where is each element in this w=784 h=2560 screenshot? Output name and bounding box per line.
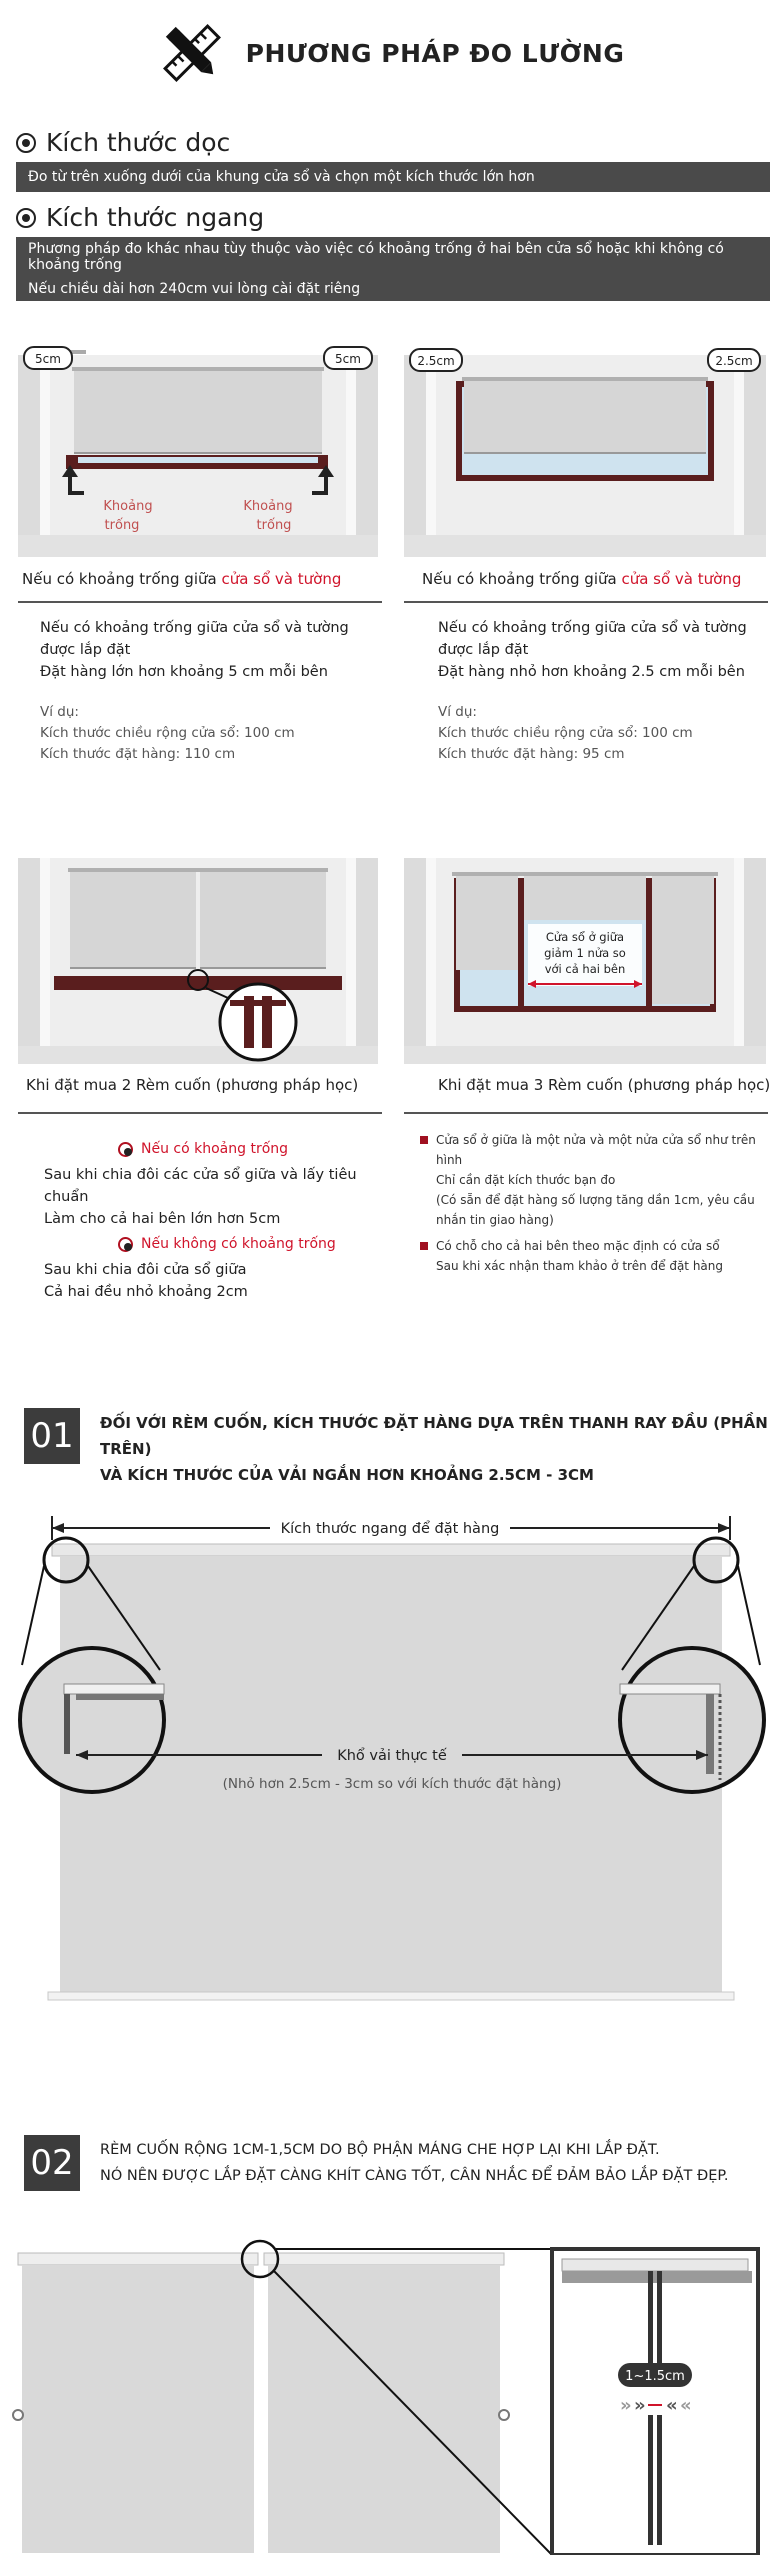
ruler-pencil-icon bbox=[160, 21, 224, 85]
horizontal-heading bbox=[16, 203, 264, 232]
gap-desc-3: Đặt hàng lớn hơn khoảng 5 cm mỗi bên bbox=[40, 664, 328, 680]
three-callout-2: giảm 1 nửa so bbox=[544, 946, 626, 960]
step-01-badge: 01 bbox=[24, 1408, 80, 1464]
gap-badge-left: 5cm bbox=[35, 352, 61, 366]
b2-line-2: Sau khi xác nhận tham khảo ở trên để đặt hàng bbox=[436, 1259, 723, 1273]
step-02-badge: 02 bbox=[24, 2135, 80, 2191]
step-01-line-1: ĐỐI VỚI RÈM CUỐN, KÍCH THƯỚC ĐẶT HÀNG DỰA TRÊN THANH RAY ĐẦU (PHẦN TRÊN) bbox=[100, 1414, 768, 1458]
svg-text:»: » bbox=[634, 2395, 646, 2416]
opt1-line-2: Làm cho cả hai bên lớn hơn 5cm bbox=[44, 1211, 281, 1227]
nogap-ex-2: Kích thước đặt hàng: 95 cm bbox=[438, 746, 625, 762]
gap-caption-red: cửa sổ và tường bbox=[221, 570, 342, 588]
nogap-ex-1: Kích thước chiều rộng cửa sổ: 100 cm bbox=[438, 725, 693, 741]
nogap-ex-label: Ví dụ: bbox=[438, 704, 477, 720]
vertical-heading-text: Kích thước dọc bbox=[46, 128, 231, 157]
gap-ex-label: Ví dụ: bbox=[40, 704, 79, 720]
svg-text:«: « bbox=[680, 2395, 692, 2416]
radio-bullet-icon bbox=[16, 208, 36, 228]
two-shades-diagram bbox=[18, 858, 378, 1064]
three-callout-3: với cả hai bên bbox=[544, 962, 626, 976]
step-02-text bbox=[100, 2137, 780, 2189]
b1-line-2: Chỉ cần đặt kích thước bạn đo bbox=[436, 1173, 616, 1187]
horizontal-note bbox=[16, 237, 770, 301]
opt1-heading bbox=[118, 1141, 288, 1157]
step-01-diagram bbox=[0, 1500, 784, 2030]
three-bullet-2 bbox=[420, 1236, 780, 1276]
gap-size-label: 1~1.5cm bbox=[625, 2369, 685, 2384]
gap-label-right-1: Khoảng bbox=[243, 499, 293, 514]
three-bullet-1 bbox=[420, 1130, 780, 1230]
b1-line-3: (Có sẵn để đặt hàng số lượng tăng dần 1cm, yêu cầu bbox=[436, 1193, 755, 1207]
nogap-caption bbox=[422, 570, 778, 588]
gap-example bbox=[40, 702, 380, 765]
nogap-diagram bbox=[404, 345, 766, 557]
gap-label-left-2: trống bbox=[104, 518, 140, 533]
page-title: PHƯƠNG PHÁP ĐO LƯỜNG bbox=[245, 38, 625, 68]
nogap-caption-prefix: Nếu có khoảng trống giữa bbox=[422, 570, 622, 588]
horizontal-heading-text: Kích thước ngang bbox=[46, 203, 265, 232]
b1-line-4: nhắn tin giao hàng) bbox=[436, 1213, 554, 1227]
step-02-diagram bbox=[0, 2225, 784, 2555]
three-shades-diagram bbox=[404, 858, 766, 1064]
nogap-desc-2: được lắp đặt bbox=[438, 642, 529, 658]
nogap-caption-red: cửa sổ và tường bbox=[621, 570, 742, 588]
nogap-desc-1: Nếu có khoảng trống giữa cửa sổ và tường bbox=[438, 620, 747, 636]
b2-line-1: Có chỗ cho cả hai bên theo mặc định có cửa sổ bbox=[436, 1239, 720, 1253]
opt1-line-1: Sau khi chia đôi các cửa sổ giữa và lấy tiêu chuẩn bbox=[44, 1167, 357, 1205]
svg-text:»: » bbox=[620, 2395, 632, 2416]
fabric-width-label: Khổ vải thực tế bbox=[337, 1748, 447, 1764]
divider bbox=[18, 601, 382, 603]
radio-bullet-icon bbox=[118, 1142, 133, 1157]
gap-ex-2: Kích thước đặt hàng: 110 cm bbox=[40, 746, 236, 762]
gap-desc-2: được lắp đặt bbox=[40, 642, 131, 658]
divider bbox=[404, 601, 768, 603]
horizontal-note-line-1: Phương pháp đo khác nhau tùy thuộc vào việc có khoảng trống ở hai bên cửa sổ hoặc khi không có khoảng trống bbox=[28, 241, 724, 273]
page-header bbox=[0, 8, 784, 98]
nogap-badge-left: 2.5cm bbox=[417, 354, 455, 368]
gap-caption-prefix: Nếu có khoảng trống giữa bbox=[22, 570, 222, 588]
nogap-desc-3: Đặt hàng nhỏ hơn khoảng 2.5 cm mỗi bên bbox=[438, 664, 745, 680]
nogap-description bbox=[438, 617, 778, 683]
vertical-heading bbox=[16, 128, 230, 157]
gap-desc-1: Nếu có khoảng trống giữa cửa sổ và tường bbox=[40, 620, 349, 636]
opt1-title: Nếu có khoảng trống bbox=[141, 1141, 289, 1157]
order-width-label: Kích thước ngang để đặt hàng bbox=[280, 1521, 500, 1537]
opt2-heading bbox=[118, 1236, 336, 1252]
divider bbox=[18, 1112, 382, 1114]
radio-bullet-icon bbox=[118, 1237, 133, 1252]
opt2-line-1: Sau khi chia đôi cửa sổ giữa bbox=[44, 1262, 247, 1278]
gap-description bbox=[40, 617, 380, 683]
gap-label-left-1: Khoảng bbox=[103, 499, 153, 514]
horizontal-note-line-2: Nếu chiều dài hơn 240cm vui lòng cài đặt riêng bbox=[28, 281, 361, 297]
nogap-example bbox=[438, 702, 778, 765]
three-shades-caption: Khi đặt mua 3 Rèm cuốn (phương pháp học) bbox=[438, 1076, 771, 1094]
gap-ex-1: Kích thước chiều rộng cửa sổ: 100 cm bbox=[40, 725, 295, 741]
square-bullet-icon bbox=[420, 1242, 428, 1250]
vertical-note: Đo từ trên xuống dưới của khung cửa sổ và chọn một kích thước lớn hơn bbox=[16, 162, 770, 192]
opt1-description bbox=[44, 1164, 394, 1230]
radio-bullet-icon bbox=[16, 133, 36, 153]
step-02-line-2: NÓ NÊN ĐƯỢC LẮP ĐẶT CÀNG KHÍT CÀNG TỐT, CÂN NHẮC ĐỂ ĐẢM BẢO LẮP ĐẶT ĐẸP. bbox=[100, 2168, 729, 2184]
step-02-line-1: RÈM CUỐN RỘNG 1CM-1,5CM DO BỘ PHẬN MÁNG CHE HỢP LẠI KHI LẮP ĐẶT. bbox=[100, 2142, 660, 2158]
gap-caption bbox=[22, 570, 378, 588]
svg-text:«: « bbox=[666, 2395, 678, 2416]
square-bullet-icon bbox=[420, 1136, 428, 1144]
step-01-line-2: VÀ KÍCH THƯỚC CỦA VẢI NGẮN HƠN KHOẢNG 2.5CM - 3CM bbox=[100, 1466, 594, 1484]
b1-line-1: Cửa sổ ở giữa là một nửa và một nửa cửa sổ như trên hình bbox=[436, 1133, 756, 1167]
step-01-text bbox=[100, 1410, 780, 1488]
divider bbox=[404, 1112, 768, 1114]
nogap-badge-right: 2.5cm bbox=[715, 354, 753, 368]
opt2-line-2: Cả hai đều nhỏ khoảng 2cm bbox=[44, 1284, 248, 1300]
gap-label-right-2: trống bbox=[256, 518, 292, 533]
opt2-description bbox=[44, 1259, 394, 1303]
gap-badge-right: 5cm bbox=[335, 352, 361, 366]
three-callout-1: Cửa sổ ở giữa bbox=[545, 930, 625, 944]
two-shades-caption: Khi đặt mua 2 Rèm cuốn (phương pháp học) bbox=[26, 1076, 359, 1094]
gap-diagram bbox=[18, 345, 378, 557]
fabric-width-note: (Nhỏ hơn 2.5cm - 3cm so với kích thước đặt hàng) bbox=[222, 1776, 562, 1792]
opt2-title: Nếu không có khoảng trống bbox=[141, 1236, 336, 1252]
